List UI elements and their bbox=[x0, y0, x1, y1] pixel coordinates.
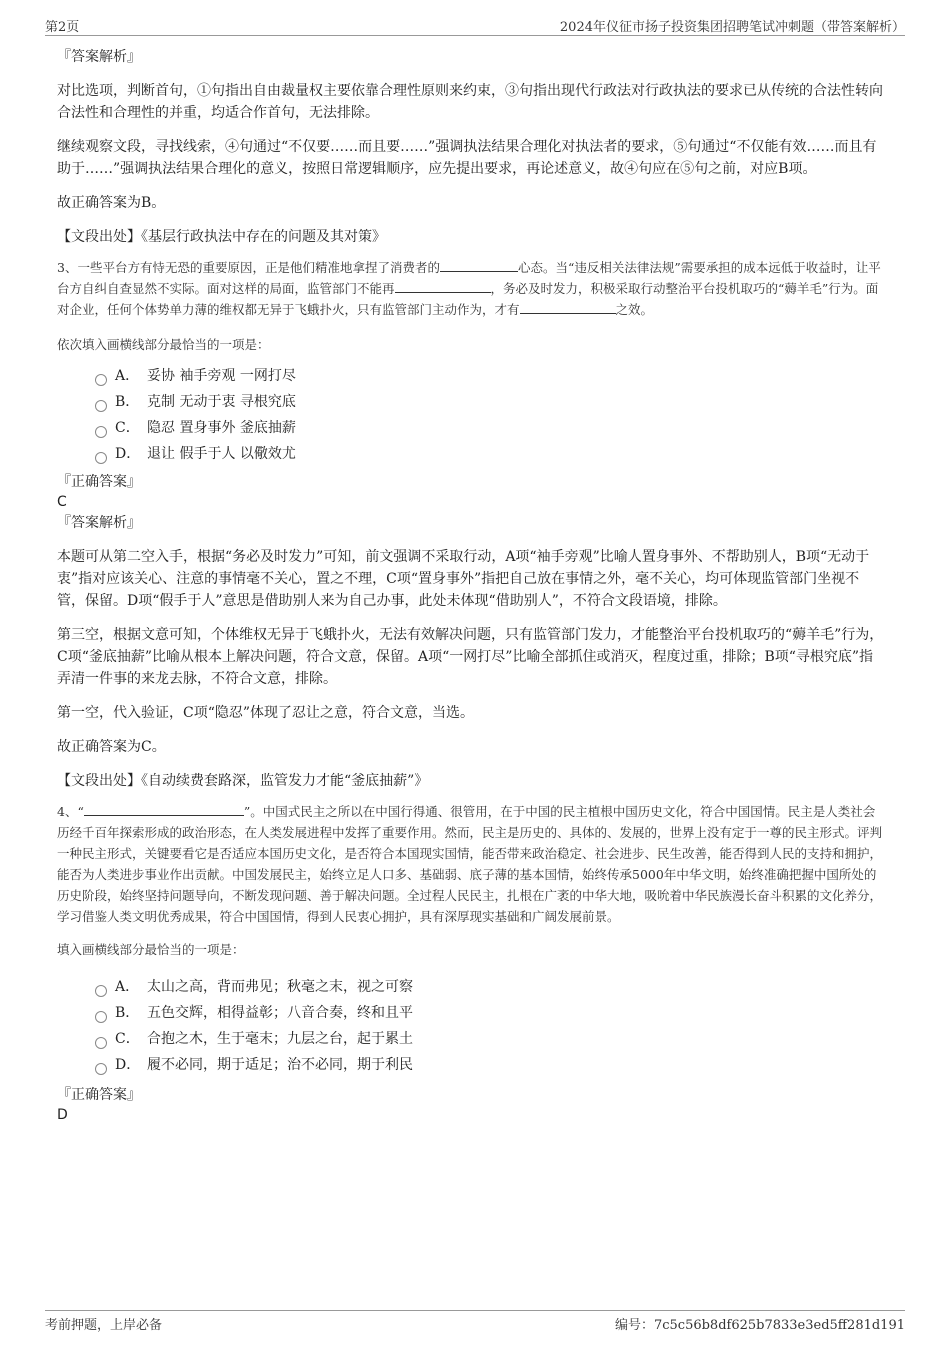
q3-option-b[interactable]: B． 克制 无动于衷 寻根究底 bbox=[95, 389, 887, 415]
q3-option-c[interactable]: C． 隐忍 置身事外 釜底抽薪 bbox=[95, 415, 887, 441]
page-content bbox=[57, 46, 887, 1125]
q2-analysis-title: 『答案解析』 bbox=[57, 49, 141, 65]
radio-icon[interactable] bbox=[95, 1011, 107, 1023]
q3-conclusion: 故正确答案为C。 bbox=[57, 739, 166, 755]
radio-icon[interactable] bbox=[95, 1063, 107, 1075]
radio-icon[interactable] bbox=[95, 374, 107, 386]
q3-analysis-para2: 第三空，根据文意可知，个体维权无异于飞蛾扑火，无法有效解决问题，只有监管部门发力，才能整治平台投机取巧的“薅羊毛”行为，C项“釜底抽薪”比喻从根本上解决问题，符合文意，保留。A项“一网打尽”比喻全部抓住或消灭，程度过重，排除；B项“寻根究底”指弄清一件事的来龙去脉，不符合文意，排除。 bbox=[57, 627, 884, 687]
radio-icon[interactable] bbox=[95, 985, 107, 997]
radio-icon[interactable] bbox=[95, 452, 107, 464]
q3-option-a[interactable]: A． 妥协 袖手旁观 一网打尽 bbox=[95, 363, 887, 389]
q4-options bbox=[95, 974, 887, 1078]
q3-answer: C bbox=[57, 494, 67, 510]
q3-analysis-para1: 本题可从第二空入手，根据“务必及时发力”可知，前文强调不采取行动，A项“袖手旁观”比喻人置身事外、不帮助别人，B项“无动于衷”指对应该关心、注意的事情毫不关心，置之不理，C项“置身事外”指把自己放在事情之外，毫不关心，均可体现监管部门坐视不管，保留。D项“假手于人”意思是借助别人来为自己办事，此处未体现“借助别人”，不符合文段语境，排除。 bbox=[57, 549, 870, 609]
q3-stem-part2: 心态。当“违反相关法律法规”需要承担的成本远低于收益时，让平台方自纠自查显然不实际。面对这样的局面，监管部门不能再 bbox=[57, 260, 881, 296]
q4-stem-prefix: 4、“ bbox=[57, 804, 84, 819]
q3-source: 【文段出处】《自动续费套路深，监管发力才能“釜底抽薪”》 bbox=[57, 773, 429, 789]
radio-icon[interactable] bbox=[95, 400, 107, 412]
q3-answer-title: 『正确答案』 bbox=[57, 474, 141, 490]
footer-slogan: 考前押题，上岸必备 bbox=[45, 1318, 163, 1333]
q3-options bbox=[95, 363, 887, 467]
q2-conclusion: 故正确答案为B。 bbox=[57, 195, 166, 211]
q3-stem-part3: ，务必及时发力，积极采取行动整治平台投机取巧的“薅羊毛”行为。面对企业，任何个体势单力薄的维权都无异于飞蛾扑火，只有监管部门主动作为，才有 bbox=[57, 281, 879, 317]
q4-option-a[interactable]: A． 太山之高，背而弗见；秋毫之末，视之可察 bbox=[95, 974, 887, 1000]
q4-answer-title: 『正确答案』 bbox=[57, 1087, 141, 1103]
q3-stem-part4: 之效。 bbox=[615, 302, 654, 317]
document-id: 编号：7c5c56b8df625b7833e3ed5ff281d191 bbox=[614, 1318, 905, 1333]
q4-instruction: 填入画横线部分最恰当的一项是： bbox=[57, 942, 245, 957]
radio-icon[interactable] bbox=[95, 426, 107, 438]
q3-blank-1 bbox=[440, 257, 518, 272]
q2-analysis-para1: 对比选项，判断首句，①句指出自由裁量权主要依靠合理性原则来约束，③句指出现代行政法对行政执法的要求已从传统的合法性转向合法性和合理性的并重，均适合作首句，无法排除。 bbox=[57, 83, 883, 121]
page-header bbox=[45, 13, 905, 36]
page-footer bbox=[45, 1310, 905, 1331]
q2-analysis-para2: 继续观察文段，寻找线索，④句通过“不仅要……而且要……”强调执法结果合理化对执法者的要求，⑤句通过“不仅能有效……而且有助于……”强调执法结果合理化的意义，按照日常逻辑顺序，应先提出要求，再论述意义，故④句应在⑤句之前，对应B项。 bbox=[57, 139, 877, 177]
q4-stem bbox=[57, 801, 887, 927]
q4-stem-body: ”。中国式民主之所以在中国行得通、很管用，在于中国的民主植根中国历史文化，符合中国国情。民主是人类社会历经千百年探索形成的政治形态，在人类发展进程中发挥了重要作用。然而，民主是历史的、具体的、发展的，世界上没有定于一尊的民主形式。评判一种民主形式，关键要看它是否适应本国历史文化，是否符合本国现实国情，能否带来政治稳定、社会进步、民生改善，能否得到人民的支持和拥护，能否为人类进步事业作出贡献。中国发展民主，始终立足人口多、基础弱、底子薄的基本国情，始终传承5000年中华文明，始终准确把握中国所处的历史阶段，始终坚持问题导向，不断发现问题、善于解决问题。全过程人民民主，扎根在广袤的中华大地，吸吮着中华民族漫长奋斗积累的文化养分，学习借鉴人类文明优秀成果，符合中国国情，得到人民衷心拥护，具有深厚现实基础和广阔发展前景。 bbox=[57, 804, 883, 924]
q3-blank-3 bbox=[520, 299, 616, 314]
q3-analysis-para3: 第一空，代入验证，C项“隐忍”体现了忍让之意，符合文意，当选。 bbox=[57, 705, 475, 721]
q4-answer: D bbox=[57, 1107, 68, 1123]
q4-option-b[interactable]: B． 五色交辉，相得益彰；八音合奏，终和且平 bbox=[95, 1000, 887, 1026]
q3-analysis-title: 『答案解析』 bbox=[57, 515, 141, 531]
q3-option-d[interactable]: D． 退让 假手于人 以儆效尤 bbox=[95, 441, 887, 467]
document-title: 2024年仪征市扬子投资集团招聘笔试冲刺题（带答案解析） bbox=[559, 20, 905, 35]
q4-option-c[interactable]: C． 合抱之木，生于毫末；九层之台，起于累土 bbox=[95, 1026, 887, 1052]
q3-stem bbox=[57, 257, 887, 320]
q3-blank-2 bbox=[395, 278, 491, 293]
radio-icon[interactable] bbox=[95, 1037, 107, 1049]
q3-instruction: 依次填入画横线部分最恰当的一项是： bbox=[57, 337, 270, 352]
q2-source: 【文段出处】《基层行政执法中存在的问题及其对策》 bbox=[57, 229, 386, 245]
q4-blank bbox=[84, 801, 244, 816]
q4-option-d[interactable]: D． 履不必同，期于适足；治不必同，期于利民 bbox=[95, 1052, 887, 1078]
page-number: 第2页 bbox=[45, 20, 80, 35]
q3-stem-part1: 3、一些平台方有恃无恐的重要原因，正是他们精准地拿捏了消费者的 bbox=[57, 260, 440, 275]
